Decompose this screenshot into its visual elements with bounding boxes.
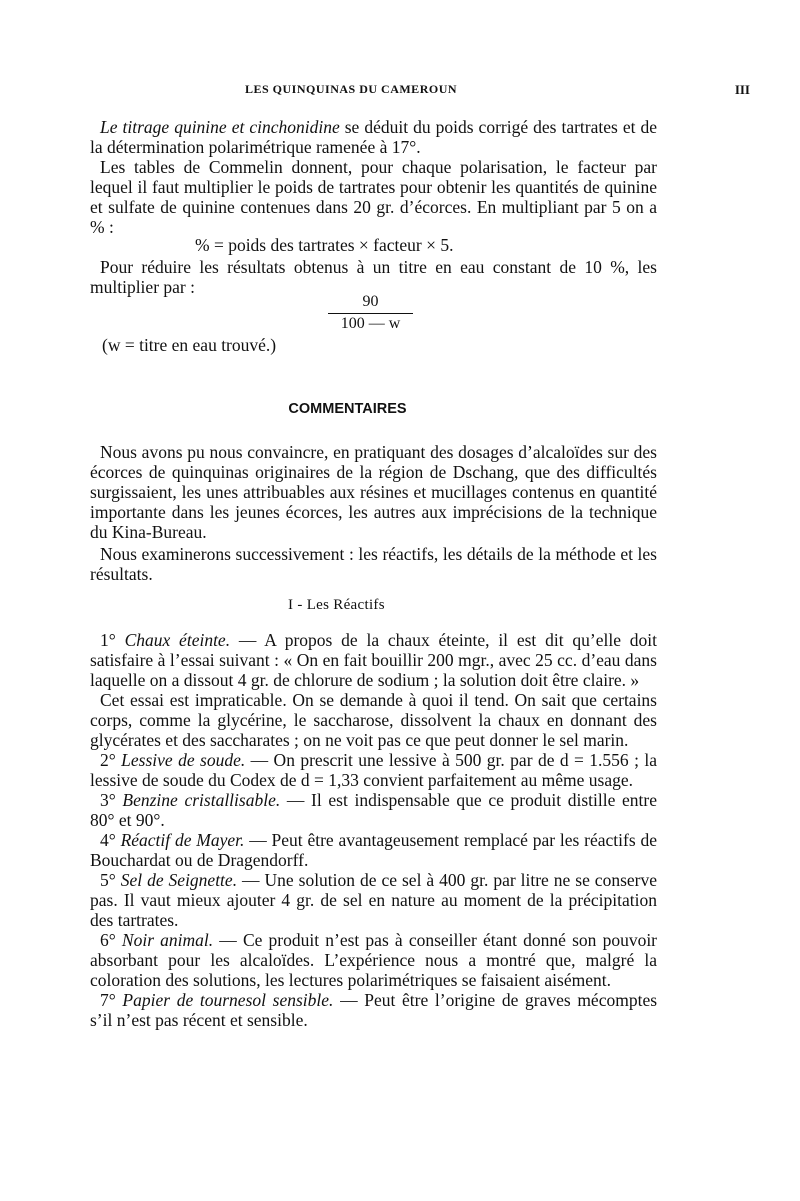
titrage-label: Le titrage quinine et cinchonidine [100, 117, 340, 137]
reactif-name: Sel de Seignette. [120, 870, 238, 890]
reactifs-list [90, 630, 657, 1030]
reactif-text: Cet essai est impraticable. On se demande à quoi il tend. On sait que certains corps, comme la glycérine, le saccharose, dissolvent la chaux en donnant des glycérates et des saccharates ; on ne voit pas ce que peut donner le sel marin. [90, 690, 657, 750]
reactif-item [90, 930, 657, 990]
reactif-name: Lessive de soude. [121, 750, 246, 770]
paragraph-convaincre: Nous avons pu nous convaincre, en pratiquant des dosages d’alcaloïdes sur des écorces de quinquinas originaires de la région de Dschang, que des difficultés surgissaient, les unes attribuables aux résines et mucillages contenus en quantité importante dans les jeunes écorces, les autres aux imprécisions de la technique du Kina-Bureau. [90, 442, 657, 542]
water-correction-section [90, 257, 657, 297]
reactif-text: — On prescrit une lessive à 500 gr. par de d = 1.556 ; la lessive de soude du Codex de d = 1,33 convient parfaitement au même usage. [90, 750, 657, 790]
reactif-item [90, 630, 657, 690]
reactif-text: — Ce produit n’est pas à conseiller étant donné son pouvoir absorbant pour les alcaloïdes. L’expérience nous a montré que, malgré la coloration des solutions, les lectures polarimétriques se faisaient aisément. [90, 930, 658, 990]
reactif-text: — Une solution de ce sel à 400 gr. par litre ne se conserve pas. Il vaut mieux ajouter 4 gr. de sel en nature au moment de la précipitation des tartrates. [90, 870, 657, 930]
reactif-number: 4° [100, 830, 116, 850]
titration-section [90, 117, 657, 237]
reactif-item [90, 690, 657, 750]
paragraph-examinerons: Nous examinerons successivement : les réactifs, les détails de la méthode et les résultats. [90, 544, 657, 584]
reactif-number: 6° [100, 930, 116, 950]
fraction-numerator: 90 [328, 293, 413, 314]
section-title-commentaires: COMMENTAIRES [288, 401, 407, 417]
subsection-title-reactifs: I - Les Réactifs [288, 597, 385, 613]
reactif-text: — A propos de la chaux éteinte, il est dit qu’elle doit satisfaire à l’essai suivant : « On en fait bouillir 200 mgr., avec 25 cc. d’eau dans laquelle on a dissout 4 gr. de chlorure de sodium ; la solution doit être claire. » [90, 630, 657, 690]
page-number: III [734, 82, 750, 97]
reactif-text: — Peut être avantageusement remplacé par les réactifs de Bouchardat ou de Dragendorff. [90, 830, 658, 870]
paragraph-commelin: Les tables de Commelin donnent, pour chaque polarisation, le facteur par lequel il faut multiplier le poids de tartrates pour obtenir les quantités de quinine et sulfate de quinine contenues dans 20 gr. d’écorces. En multipliant par 5 on a % : [90, 157, 657, 237]
reactif-name: Réactif de Mayer. [120, 830, 245, 850]
running-title: LES QUINQUINAS DU CAMEROUN [245, 82, 458, 96]
reactif-number: 2° [100, 750, 116, 770]
paragraph-titrage [90, 117, 657, 157]
water-note: (w = titre en eau trouvé.) [102, 335, 277, 355]
reactif-item [90, 990, 657, 1030]
reactif-item [90, 830, 657, 870]
reactif-text: — Peut être l’origine de graves mécomptes s’il n’est pas récent et sensible. [90, 990, 658, 1030]
paragraph-water-correction: Pour réduire les résultats obtenus à un titre en eau constant de 10 %, les multiplier par : [90, 257, 657, 297]
reactif-number: 1° [100, 630, 116, 650]
formula: % = poids des tartrates × facteur × 5. [195, 235, 454, 255]
reactif-item [90, 750, 657, 790]
reactif-name: Noir animal. [121, 930, 214, 950]
fraction-denominator: 100 — w [340, 315, 401, 332]
reactif-item [90, 870, 657, 930]
page-header [90, 82, 750, 102]
reactif-number: 3° [100, 790, 116, 810]
reactif-name: Benzine cristallisable. [122, 790, 281, 810]
correction-fraction [328, 293, 413, 333]
reactif-number: 7° [100, 990, 116, 1010]
commentaires-body [90, 442, 657, 584]
reactif-name: Papier de tournesol sensible. [122, 990, 334, 1010]
reactif-name: Chaux éteinte. [124, 630, 231, 650]
reactif-text: — Il est indispensable que ce produit distille entre 80° et 90°. [90, 790, 657, 830]
titrage-text: se déduit du poids corrigé des tartrates et de la détermination polarimétrique ramenée à 17°. [90, 117, 657, 157]
reactif-item [90, 790, 657, 830]
reactif-number: 5° [100, 870, 116, 890]
